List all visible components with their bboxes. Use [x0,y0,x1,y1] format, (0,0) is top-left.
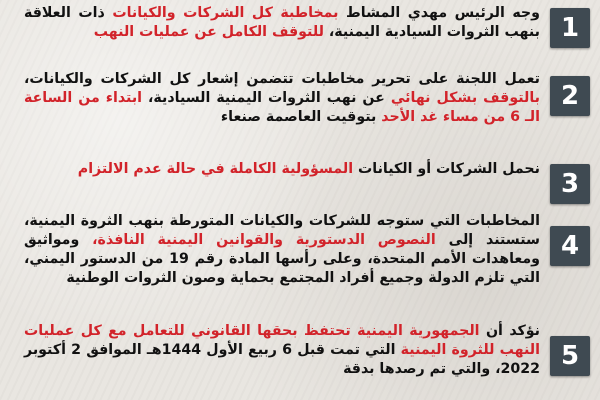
segment: نحمل الشركات أو الكيانات [353,161,540,177]
number-badge-5: 5 [550,336,590,376]
segment: ومواثيق ومعاهدات الأمم المتحدة، وعلى رأسها المادة رقم 19 من الدستور اليمني، التي تلزم الدولة وجميع أفراد المجتمع بحماية وصون الثروات الوطنية [24,232,541,286]
list-item-3 [0,160,600,205]
segment-highlight: النصوص الدستورية والقوانين اليمنية النافذة، [92,232,436,248]
item-text-5 [24,322,540,379]
item-text-4 [24,212,540,288]
segment: التي تمت قبل 6 ربيع الأول 1444هـ الموافق 2 أكتوبر 2022، والتي تم رصدها بدقة [24,342,540,377]
segment-highlight: للتوقف الكامل عن عمليات النهب [93,24,324,40]
segment-highlight: الجمهورية اليمنية تحتفظ بحقها القانوني للتعامل مع كل عمليات النهب للثروة اليمنية [24,323,540,358]
segment: بتوقيت العاصمة صنعاء [220,109,382,125]
segment: وجه الرئيس مهدي المشاط [338,5,540,21]
item-text-1 [24,4,540,42]
segment-highlight: بمخاطبة كل الشركات والكيانات [112,5,339,21]
number-badge-2: 2 [550,76,590,116]
number-badge-4: 4 [550,226,590,266]
segment: نؤكد أن [479,323,540,339]
segment: المخاطبات التي ستوجه للشركات والكيانات المتورطة بنهب الثروة اليمنية، ستستند إلى [24,213,540,248]
segment-highlight: بالتوقف بشكل نهائي [390,90,540,106]
item-text-2 [24,70,540,127]
segment: ذات العلاقة بنهب الثروات السيادية اليمنية، [24,5,540,40]
item-text-3 [24,160,540,179]
segment-highlight: المسؤولية الكاملة في حالة عدم الالتزام [77,161,354,177]
segment: تعمل اللجنة على تحرير مخاطبات تتضمن إشعار كل الشركات والكيانات، [24,71,540,87]
list-item-2 [0,70,600,150]
segment: عن نهب الثروات اليمنية السيادية، [142,90,391,106]
number-badge-3: 3 [550,164,590,204]
list-item-4 [0,212,600,312]
list-item-1 [0,0,600,60]
segment-highlight: ابتداء من الساعة الـ 6 من مساء غد الأحد [24,90,540,125]
number-badge-1: 1 [550,8,590,48]
list-item-5 [0,318,600,398]
